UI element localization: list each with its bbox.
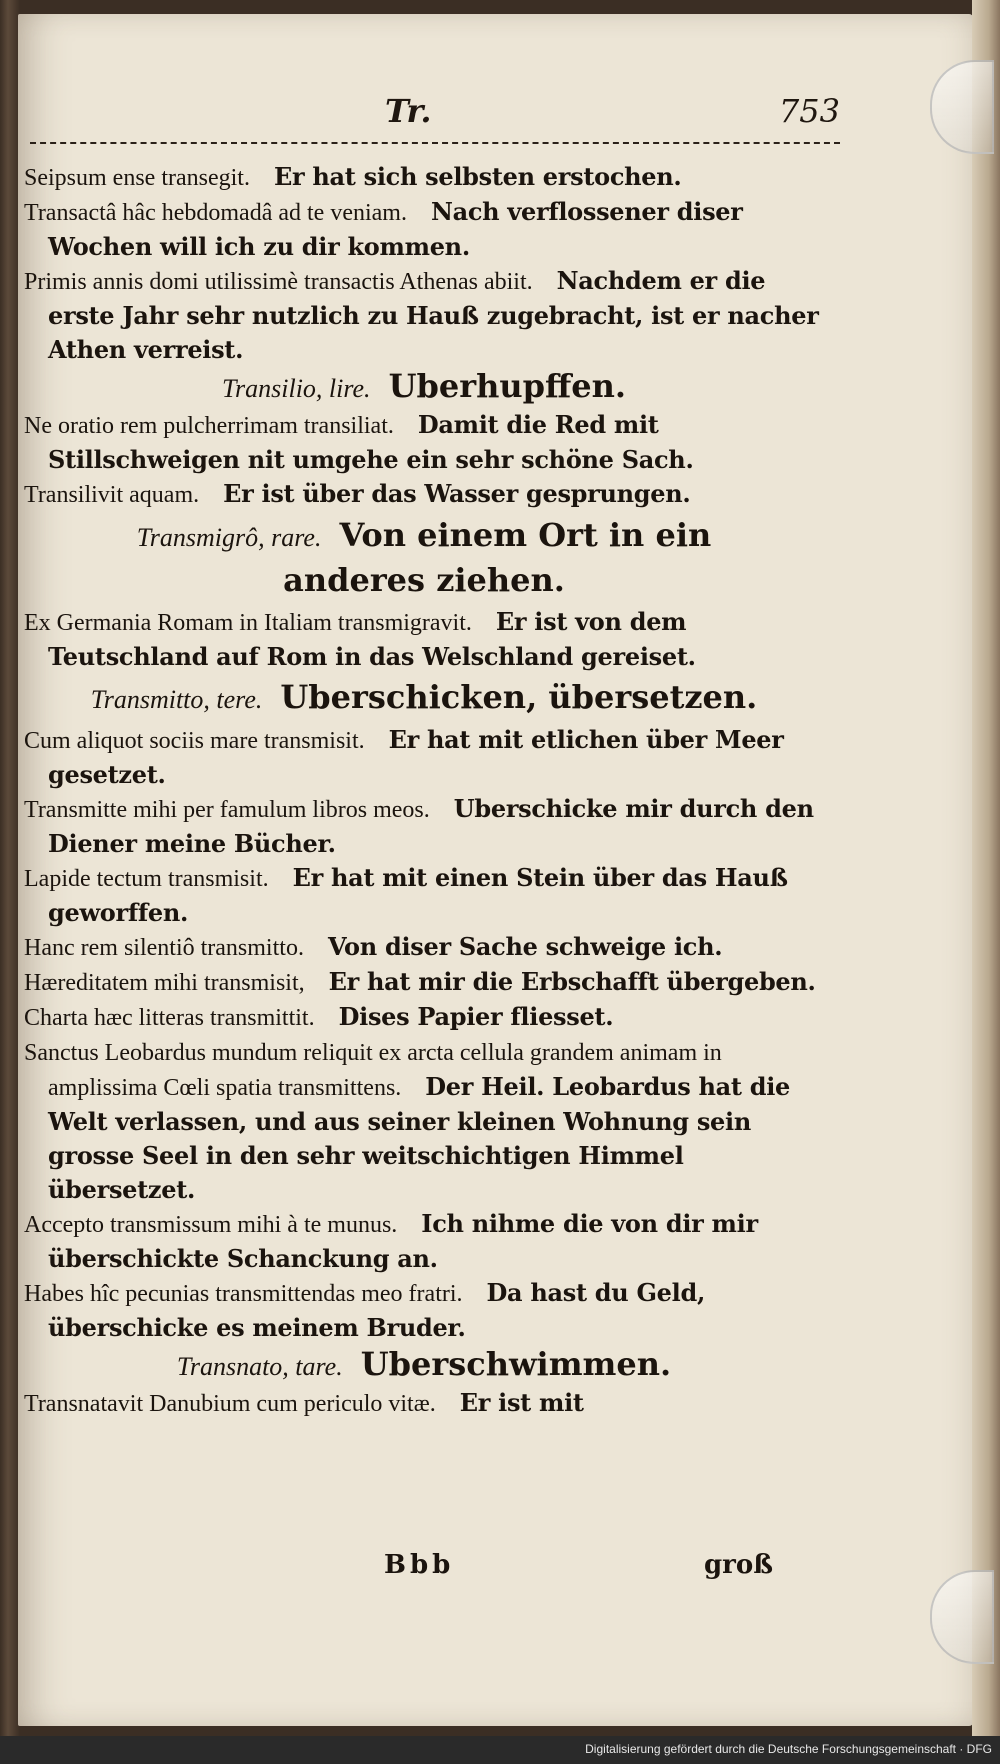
example-entry — [24, 930, 824, 965]
signature-mark: Bbb — [384, 1550, 455, 1580]
example-entry — [24, 965, 824, 1000]
headword-german: Uberschicken, übersetzen. — [280, 678, 758, 716]
example-entry — [24, 723, 824, 792]
example-entry — [24, 160, 824, 195]
running-head: Tr. — [385, 92, 432, 130]
page-edge — [972, 0, 1000, 1764]
example-german: Von diser Sache schweige ich. — [327, 932, 723, 961]
example-german: Er hat mir die Erbschafft übergeben. — [328, 967, 816, 996]
headword-latin: Transmigrô, rare. — [136, 523, 322, 552]
example-latin: Ex Germania Romam in Italiam transmigravit. — [24, 610, 472, 636]
example-entry — [24, 1207, 824, 1276]
example-entry — [24, 477, 824, 512]
example-german: Nachdem er die erste Jahr sehr nutzlich zu Hauß zugebracht, ist er nacher Athen verreist. — [48, 266, 819, 364]
headword-latin: Transilio, lire. — [221, 374, 371, 403]
example-latin: Transactâ hâc hebdomadâ ad te veniam. — [24, 200, 407, 226]
example-latin: Hæreditatem mihi transmisit, — [24, 970, 305, 996]
example-latin: Primis annis domi utilissimè transactis Athenas abiit. — [24, 269, 533, 295]
example-latin: Transnatavit Danubium cum periculo vitæ. — [24, 1391, 436, 1417]
example-latin: Transmitte mihi per famulum libros meos. — [24, 797, 430, 823]
example-entry — [24, 408, 824, 477]
example-german: Der Heil. Leobardus hat die Welt verlassen, und aus seiner kleinen Wohnung sein grosse Seel in den sehr weitschichtigen Himmel übersetzet. — [48, 1072, 791, 1204]
example-latin: Habes hîc pecunias transmittendas meo fratri. — [24, 1281, 463, 1307]
headword-german: Von einem Ort in ein anderes ziehen. — [283, 516, 712, 599]
example-german: Da hast du Geld, überschicke es meinem Bruder. — [48, 1278, 705, 1342]
example-entry — [24, 1386, 824, 1421]
dictionary-text — [24, 160, 824, 1421]
header-rule — [30, 142, 840, 144]
page-number: 753 — [778, 92, 840, 130]
credit-text: Digitalisierung gefördert durch die Deutsche Forschungsgemeinschaft · DFG — [585, 1742, 992, 1756]
example-latin: Seipsum ense transegit. — [24, 165, 250, 191]
page-footer — [24, 1550, 824, 1590]
example-german: Er ist über das Wasser gesprungen. — [223, 479, 691, 508]
example-entry — [24, 861, 824, 930]
example-german: Er hat mit einen Stein über das Hauß geworffen. — [48, 863, 788, 927]
example-entry — [24, 1035, 824, 1207]
example-german: Ich nihme die von dir mir überschickte Schanckung an. — [48, 1209, 758, 1273]
headword-entry — [24, 676, 824, 721]
credit-bar — [0, 1736, 1000, 1764]
headword-entry — [24, 369, 824, 406]
headword-latin: Transnato, tare. — [176, 1352, 343, 1381]
example-german: Er hat sich selbsten erstochen. — [273, 162, 682, 191]
example-latin: Cum aliquot sociis mare transmisit. — [24, 728, 365, 754]
example-latin: Accepto transmissum mihi à te munus. — [24, 1212, 398, 1238]
headword-entry — [24, 1347, 824, 1384]
example-german: Dises Papier fliesset. — [338, 1002, 614, 1031]
example-entry — [24, 195, 824, 264]
headword-entry — [24, 514, 824, 603]
example-entry — [24, 264, 824, 367]
example-german: Er hat mit etlichen über Meer gesetzet. — [48, 725, 784, 789]
example-entry — [24, 1276, 824, 1345]
example-latin: Ne oratio rem pulcherrimam transiliat. — [24, 413, 394, 439]
example-entry — [24, 1000, 824, 1035]
headword-german: Uberschwimmen. — [360, 1345, 672, 1383]
headword-german: Uberhupffen. — [388, 367, 626, 405]
example-latin: Sanctus Leobardus mundum reliquit ex arcta cellula grandem animam in amplissima Cœli spatia transmittens. — [24, 1040, 722, 1101]
example-entry — [24, 605, 824, 674]
example-german: Nach verflossener diser Wochen will ich zu dir kommen. — [48, 197, 743, 261]
example-german: Er ist mit — [459, 1388, 584, 1417]
example-german: Er ist von dem Teutschland auf Rom in das Welschland gereiset. — [48, 607, 696, 671]
example-entry — [24, 792, 824, 861]
headword-latin: Transmitto, tere. — [90, 685, 263, 714]
example-german: Uberschicke mir durch den Diener meine Bücher. — [48, 794, 814, 858]
example-latin: Hanc rem silentiô transmitto. — [24, 935, 304, 961]
example-latin: Charta hæc litteras transmittit. — [24, 1005, 315, 1031]
example-latin: Transilivit aquam. — [24, 482, 200, 508]
example-german: Damit die Red mit Stillschweigen nit umgehe ein sehr schöne Sach. — [48, 410, 694, 474]
catchword: groß — [704, 1550, 773, 1580]
page-header — [30, 92, 840, 152]
example-latin: Lapide tectum transmisit. — [24, 866, 269, 892]
